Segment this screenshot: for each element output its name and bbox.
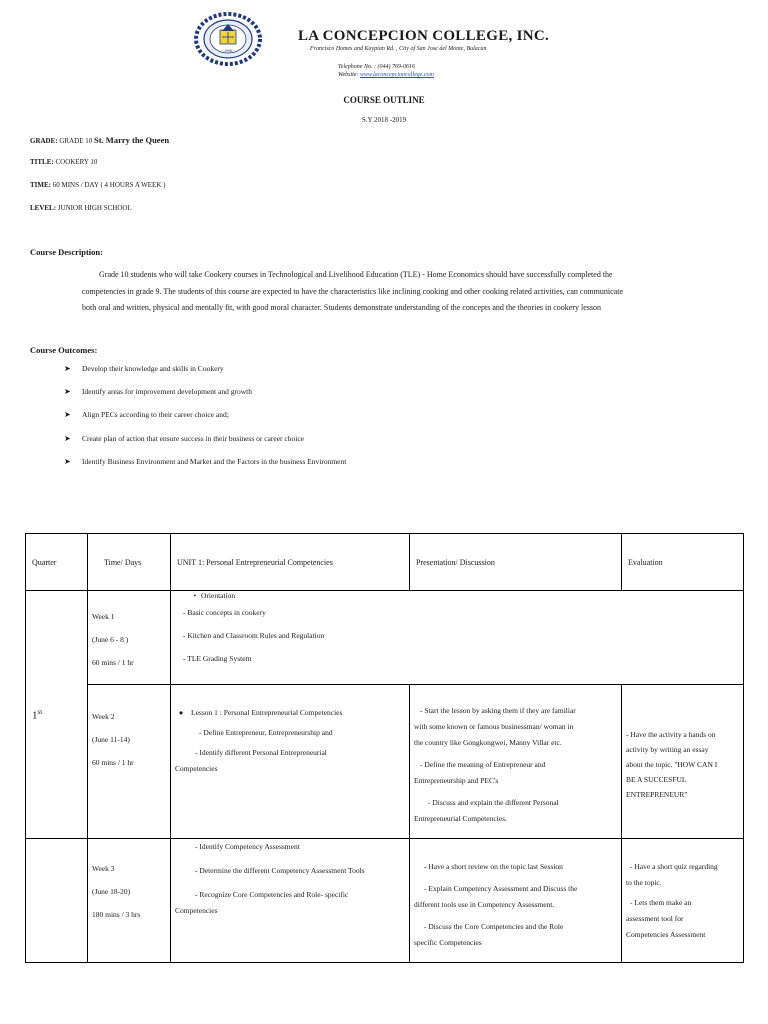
title-label: TITLE: bbox=[30, 158, 54, 166]
description-paragraph bbox=[82, 267, 732, 317]
quarter-empty-cell bbox=[26, 839, 88, 963]
title-field bbox=[30, 158, 97, 166]
quarter-cell: 1st bbox=[26, 591, 88, 839]
website-label: Website: bbox=[338, 72, 359, 78]
dot-bullet-icon: ● bbox=[178, 708, 184, 717]
week1-topics-cell: • Orientation - Basic concepts in cookery - Kitchen and Classroom Rules and Regulation - TLE Grading System bbox=[171, 591, 744, 685]
college-address: Francisco Homes and Kaypian Rd. , City of San Jose del Monte, Bulacan bbox=[310, 46, 487, 52]
svg-text:1998: 1998 bbox=[224, 49, 232, 53]
outcome-item: ➤ Create plan of action that ensure success in their business or career choice bbox=[64, 434, 304, 443]
outcome-item: ➤ Identify Business Environment and Market and the Factors in the business Environment bbox=[64, 457, 347, 466]
header-time: Time/ Days bbox=[88, 534, 171, 591]
arrow-bullet-icon: ➤ bbox=[64, 387, 71, 396]
college-name: LA CONCEPCION COLLEGE, INC. bbox=[298, 28, 550, 44]
outcomes-heading: Course Outcomes: bbox=[30, 345, 98, 355]
document-title: COURSE OUTLINE bbox=[343, 95, 425, 105]
week3-evaluation-cell: - Have a short quiz regarding to the topic. - Lets them make an assessment tool for Competencies Assessment bbox=[622, 839, 744, 963]
header-quarter: Quarter bbox=[26, 534, 88, 591]
level-field bbox=[30, 204, 132, 212]
grade-section: St. Marry the Queen bbox=[94, 135, 170, 145]
outcome-item: ➤ Align PECs according to their career choice and; bbox=[64, 410, 229, 419]
college-telephone: Telephone No. : (044) 769-0616 bbox=[338, 64, 415, 70]
college-website bbox=[338, 72, 434, 78]
week2-presentation-cell: - Start the lesson by asking them if they are familiar with some known or famous businessman/ woman in the country like Gongkongwei, Manny Villar etc. - Define the meaning of Entrepreneur and Entrepreneurship and PEC's - Discuss and explain the different Personal Entrepreneurial Competencies. bbox=[410, 685, 622, 839]
description-line: both oral and written, physical and mentally fit, with good moral character. Students demonstrate understanding of the concepts and the theories in cookery lesson bbox=[82, 303, 601, 312]
outcome-item: ➤ Develop their knowledge and skills in Cookery bbox=[64, 364, 224, 373]
table-header-row bbox=[26, 534, 744, 591]
arrow-bullet-icon: ➤ bbox=[64, 410, 71, 419]
time-label: TIME: bbox=[30, 181, 51, 189]
header-unit: UNIT 1: Personal Entrepreneurial Competencies bbox=[171, 534, 410, 591]
outcome-item: ➤ Identify areas for improvement development and growth bbox=[64, 387, 252, 396]
dot-bullet-icon: • bbox=[193, 591, 197, 600]
college-seal-logo bbox=[190, 12, 266, 66]
grade-label: GRADE: bbox=[30, 137, 58, 145]
week3-time-cell: Week 3 (June 18-20) 180 mins / 3 hrs bbox=[88, 839, 171, 963]
website-link[interactable]: www.laconcepcioncollege.com bbox=[359, 72, 434, 78]
week3-unit-cell: - Identify Competency Assessment - Determine the different Competency Assessment Tools - Recognize Core Competencies and Role- specific Competencies bbox=[171, 839, 410, 963]
description-line: Grade 10 students who will take Cookery courses in Technological and Livelihood Education (TLE) - Home Economics should have successfully completed the bbox=[99, 270, 613, 279]
table-row bbox=[26, 591, 744, 685]
week1-time-cell: Week 1 (June 6 - 8 ) 60 mins / 1 hr bbox=[88, 591, 171, 685]
header-evaluation: Evaluation bbox=[622, 534, 744, 591]
table-row bbox=[26, 685, 744, 839]
table-row bbox=[26, 839, 744, 963]
arrow-bullet-icon: ➤ bbox=[64, 364, 71, 373]
level-value: JUNIOR HIGH SCHOOL bbox=[57, 204, 132, 212]
school-year: S.Y 2018 -2019 bbox=[361, 116, 407, 124]
week2-unit-cell: ● Lesson 1 : Personal Entrepreneurial Competencies - Define Entrepreneur, Entrepreneurship and - Identify different Personal Entrepreneurial Competencies bbox=[171, 685, 410, 839]
grade-value: GRADE 10 bbox=[59, 137, 93, 145]
level-label: LEVEL: bbox=[30, 204, 57, 212]
grade-field bbox=[30, 135, 169, 145]
week3-presentation-cell: - Have a short review on the topic last Session - Explain Competency Assessment and Discuss the different tools use in Competency Assessment. - Discuss the Core Competencies and the Role specific Competencies bbox=[410, 839, 622, 963]
week2-evaluation-cell: - Have the activity a hands on activity by writing an essay about the topic. "HOW CAN I BE A SUCCESFUL ENTREPRENEUR" bbox=[622, 685, 744, 839]
description-heading: Course Description: bbox=[30, 247, 103, 257]
time-field bbox=[30, 181, 165, 189]
week2-time-cell: Week 2 (June 11-14) 60 mins / 1 hr bbox=[88, 685, 171, 839]
course-outline-table bbox=[25, 533, 744, 963]
arrow-bullet-icon: ➤ bbox=[64, 457, 71, 466]
title-value: COOKERY 10 bbox=[55, 158, 98, 166]
arrow-bullet-icon: ➤ bbox=[64, 434, 71, 443]
header-presentation: Presentation/ Discussion bbox=[410, 534, 622, 591]
time-value: 60 MINS / DAY ( 4 HOURS A WEEK ) bbox=[52, 181, 166, 189]
description-line: competencies in grade 9. The students of this course are expected to have the characteristics like inclining cooking and other cooking related activities, can communicate bbox=[82, 286, 623, 296]
